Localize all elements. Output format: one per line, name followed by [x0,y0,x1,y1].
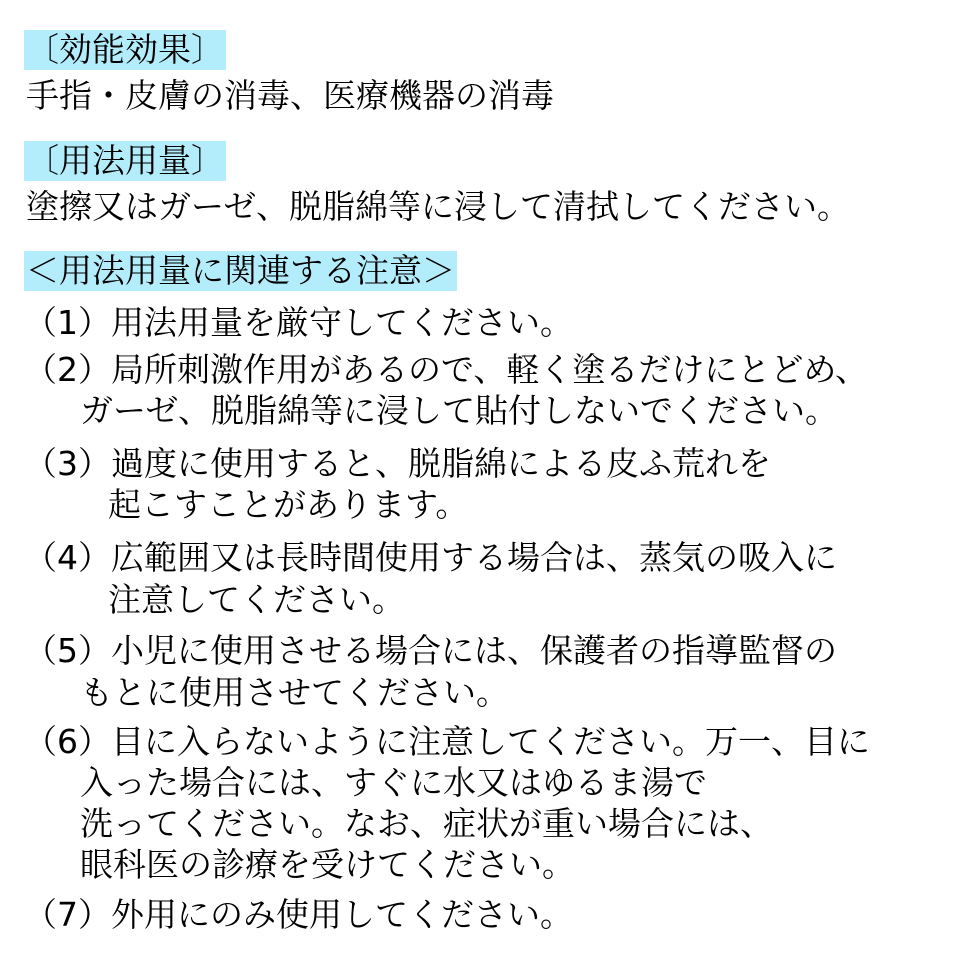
precaution-item-4-continued [108,580,405,620]
precaution-6-line-4: 眼科医の診療を受けてください。 [80,845,575,884]
precaution-item-6-continued-c [80,845,575,885]
precaution-3-line-2: 起こすことがあります。 [108,485,469,524]
precaution-item-3 [24,444,771,484]
precaution-item-7 [24,895,573,935]
precaution-6-line-3: 洗ってください。なお、症状が重い場合には、 [80,804,773,843]
precaution-item-1 [24,303,573,343]
precaution-4-line-1: （4）広範囲又は長時間使用する場合は、蒸気の吸入に [24,538,837,577]
precaution-item-4 [24,538,837,578]
precaution-item-6-continued-b [80,804,773,844]
precaution-5-line-2: もとに使用させてください。 [80,673,509,712]
precaution-item-5-continued [80,673,509,713]
efficacy-body: 手指・皮膚の消毒、医療機器の消毒 [26,76,554,115]
precaution-item-6-continued-a [80,763,707,803]
efficacy-heading-row [24,30,226,70]
precautions-heading-row [24,251,457,291]
precaution-6-line-2: 入った場合には、すぐに水又はゆるま湯で [80,763,707,802]
precaution-item-2-continued [80,391,838,431]
dosage-heading: 〔用法用量〕 [26,141,224,180]
precautions-heading: ＜用法用量に関連する注意＞ [26,251,455,290]
precaution-item-6 [24,722,870,762]
dosage-heading-row [24,141,226,181]
precaution-6-line-1: （6）目に入らないように注意してください。万一、目に [24,722,870,761]
precaution-2-line-1: （2）局所刺激作用があるので、軽く塗るだけにとどめ、 [24,350,869,389]
dosage-body: 塗擦又はガーゼ、脱脂綿等に浸して清拭してください。 [26,187,851,226]
precaution-5-line-1: （5）小児に使用させる場合には、保護者の指導監督の [24,631,837,670]
precaution-2-line-2: ガーゼ、脱脂綿等に浸して貼付しないでください。 [80,391,839,430]
precaution-item-2 [24,350,868,390]
efficacy-heading: 〔効能効果〕 [26,30,224,69]
dosage-body-row [26,187,850,227]
precaution-1-line-1: （1）用法用量を厳守してください。 [24,303,573,342]
precaution-4-line-2: 注意してください。 [108,580,405,619]
efficacy-body-row [26,76,554,116]
precaution-item-5 [24,631,837,671]
precaution-7-line-1: （7）外用にのみ使用してください。 [24,895,573,934]
precaution-3-line-1: （3）過度に使用すると、脱脂綿による皮ふ荒れを [24,444,771,483]
precaution-item-3-continued [108,485,468,525]
